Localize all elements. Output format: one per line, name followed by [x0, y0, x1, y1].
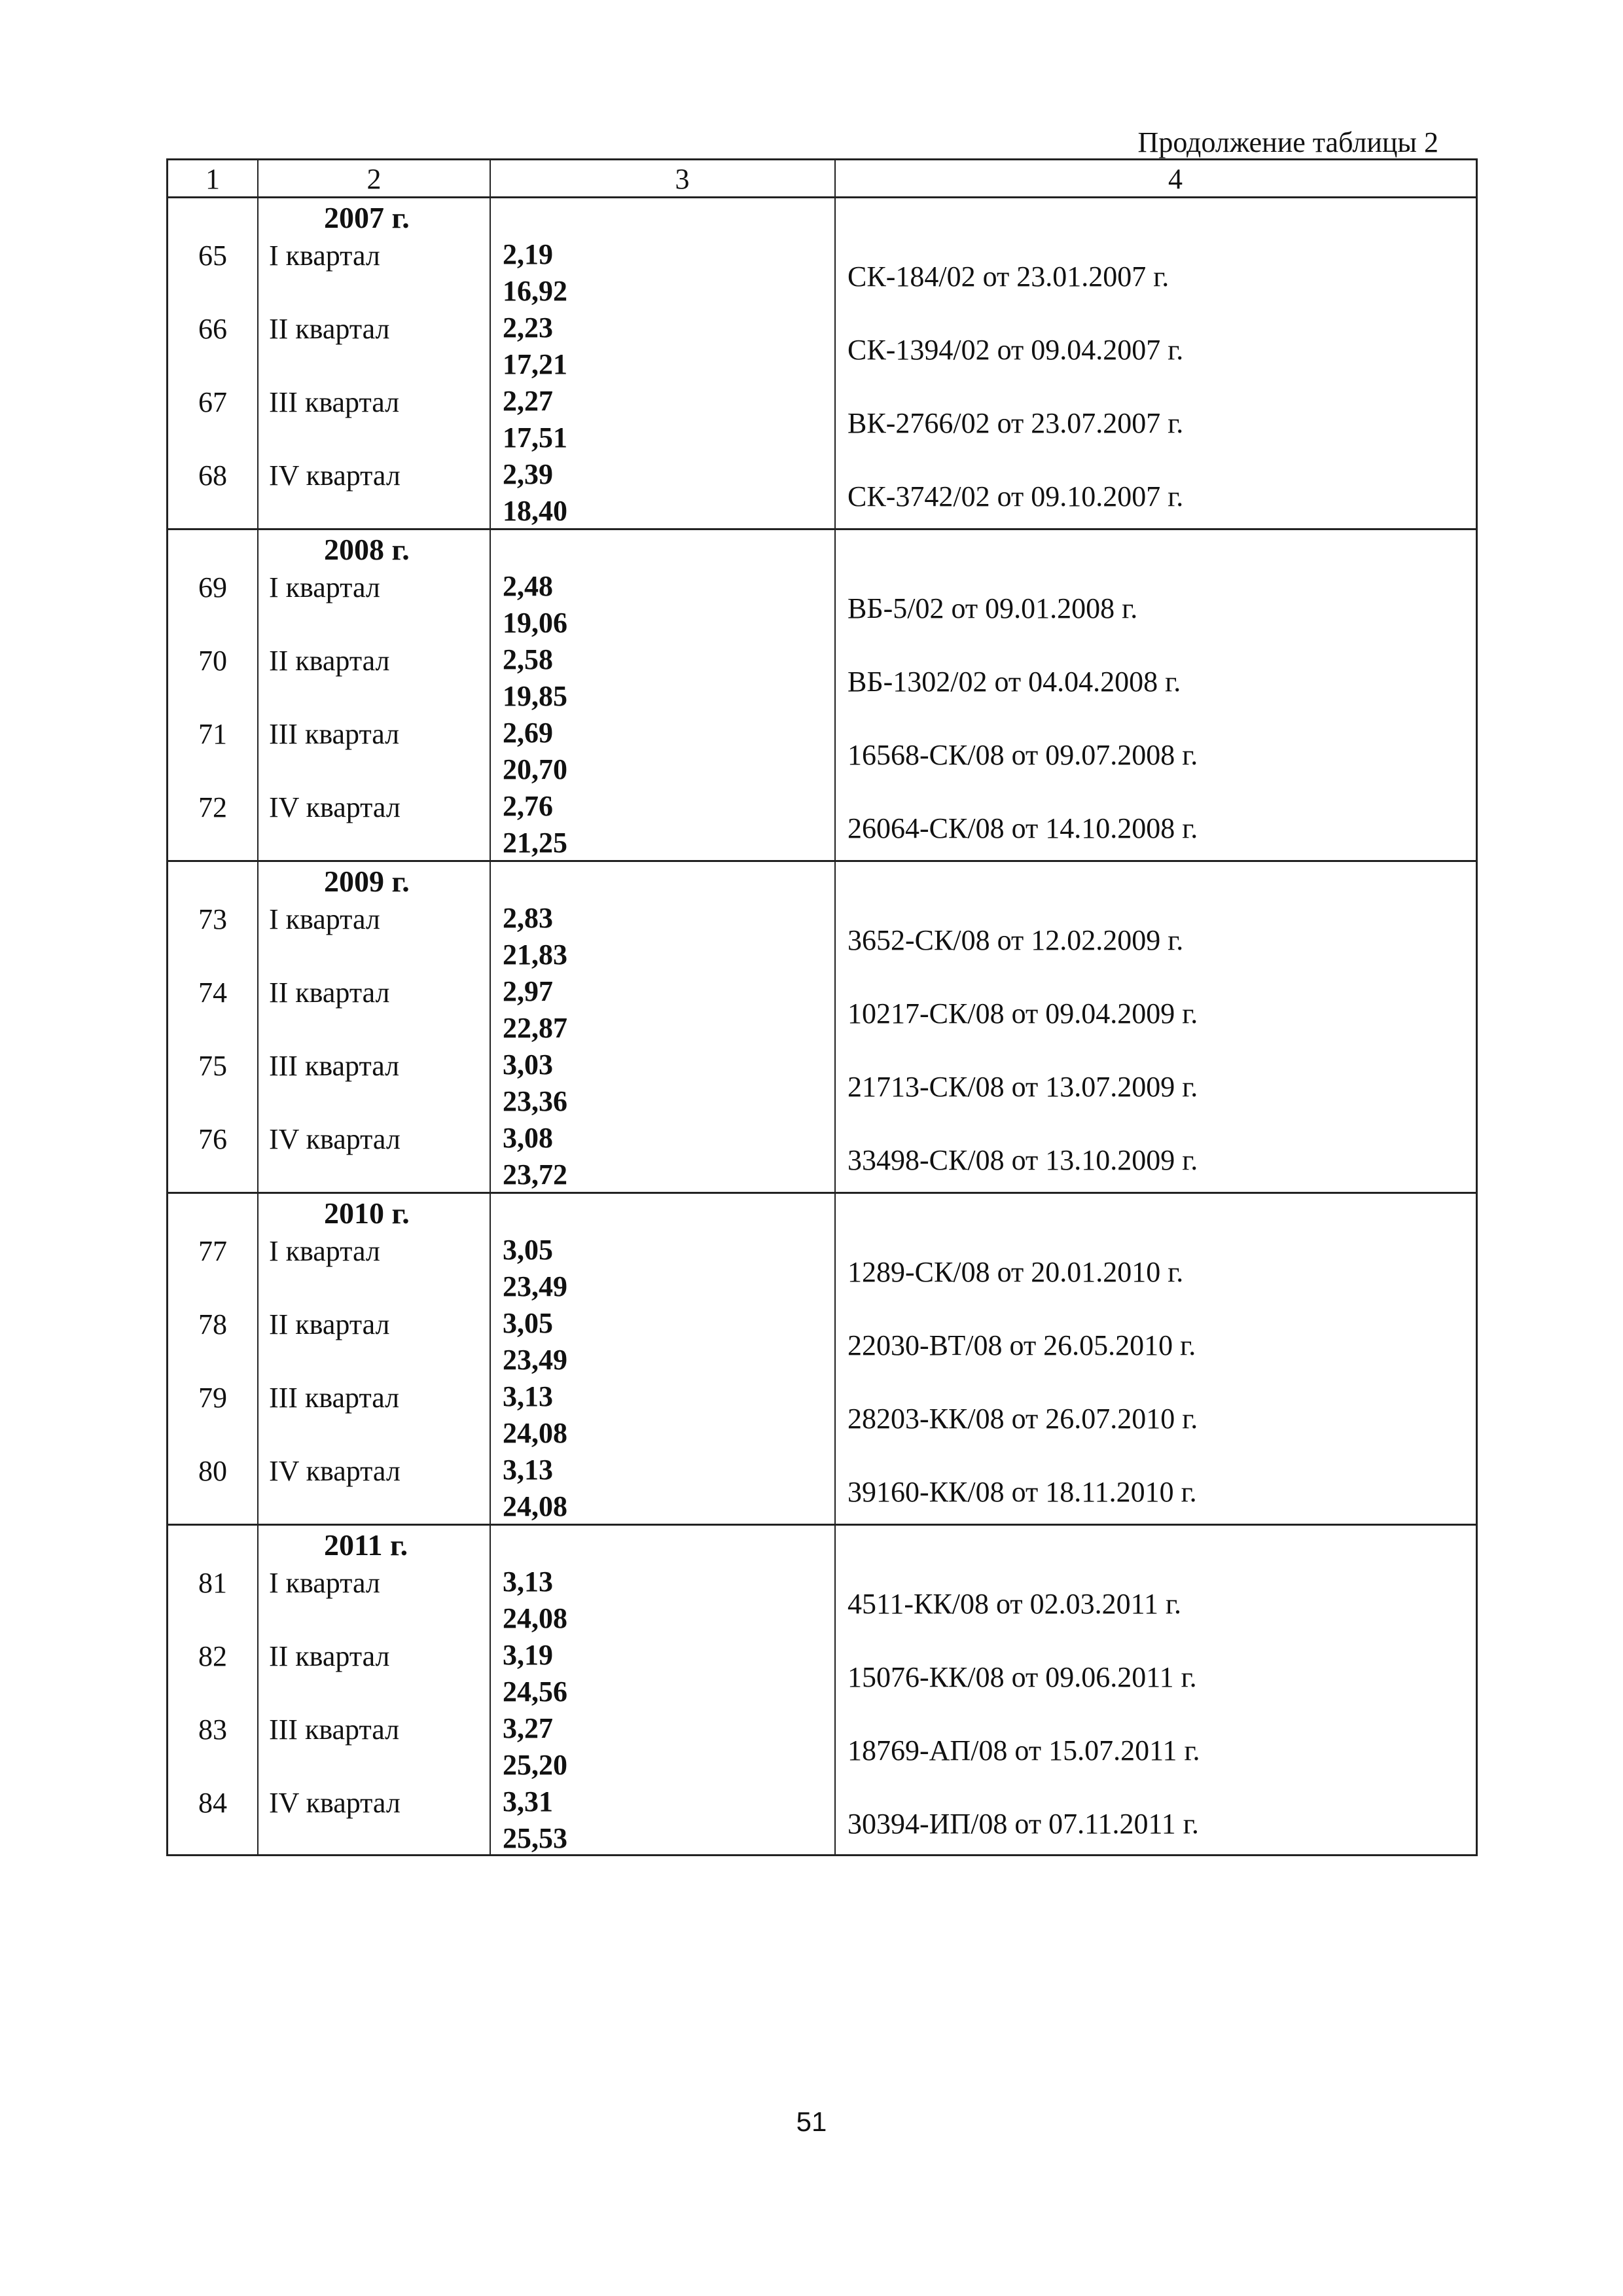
quarter-label: II квартал [269, 977, 390, 1009]
quarter-label: I квартал [269, 1567, 380, 1599]
quarter-cell [259, 788, 490, 861]
row-number-cell [168, 1378, 257, 1452]
quarter-cell [259, 973, 490, 1047]
value-secondary: 24,56 [503, 1676, 567, 1708]
year-row-spacer [836, 530, 1476, 568]
document-reference: 16568-СК/08 от 09.07.2008 г. [847, 739, 1198, 771]
year-label: 2008 г. [324, 533, 410, 566]
quarter-cell [259, 715, 490, 788]
document-cell [836, 973, 1476, 1047]
value-secondary: 19,06 [503, 607, 567, 639]
year-block-column-2 [259, 862, 491, 1192]
row-number: 70 [198, 645, 227, 677]
quarter-cell [259, 1637, 490, 1710]
quarter-label: IV квартал [269, 1123, 401, 1155]
row-number: 80 [198, 1455, 227, 1487]
column-header-4: 4 [1168, 163, 1183, 195]
year-row-spacer [836, 862, 1476, 900]
year-block-column-4 [836, 1526, 1476, 1854]
quarter-label: IV квартал [269, 1787, 401, 1819]
document-cell [836, 1637, 1476, 1710]
row-number-cell [168, 1452, 257, 1525]
value-secondary: 25,53 [503, 1822, 567, 1854]
value-cell [491, 310, 834, 383]
value-primary: 2,97 [503, 975, 553, 1007]
document-reference: 39160-КК/08 от 18.11.2010 г. [847, 1476, 1197, 1508]
row-number-cell [168, 310, 257, 383]
quarter-cell [259, 1564, 490, 1637]
year-block-column-1 [168, 862, 259, 1192]
quarter-cell [259, 568, 490, 641]
value-cell [491, 641, 834, 715]
value-secondary: 19,85 [503, 680, 567, 712]
value-primary: 2,58 [503, 643, 553, 675]
document-reference: 10217-СК/08 от 09.04.2009 г. [847, 997, 1198, 1030]
quarter-cell [259, 1710, 490, 1784]
year-block-column-1 [168, 1526, 259, 1854]
document-cell [836, 641, 1476, 715]
value-primary: 3,08 [503, 1122, 553, 1154]
row-number-cell [168, 715, 257, 788]
value-cell [491, 1564, 834, 1637]
document-reference: 22030-ВТ/08 от 26.05.2010 г. [847, 1329, 1196, 1361]
row-number: 67 [198, 386, 227, 418]
document-cell [836, 1120, 1476, 1193]
quarter-cell [259, 236, 490, 310]
document-cell [836, 383, 1476, 456]
page-number: 51 [796, 2106, 827, 2137]
quarter-cell [259, 456, 490, 529]
document-reference: ВК-2766/02 от 23.07.2007 г. [847, 407, 1184, 439]
document-cell [836, 1710, 1476, 1784]
year-block-column-2 [259, 198, 491, 528]
quarter-cell [259, 1452, 490, 1525]
row-number: 69 [198, 571, 227, 603]
value-primary: 2,48 [503, 570, 553, 602]
value-cell [491, 383, 834, 456]
row-number-cell [168, 641, 257, 715]
document-reference: 28203-КК/08 от 26.07.2010 г. [847, 1403, 1198, 1435]
value-secondary: 17,51 [503, 422, 567, 454]
document-cell [836, 568, 1476, 641]
year-block [168, 530, 1476, 862]
row-number: 76 [198, 1123, 227, 1155]
year-row-spacer [836, 1526, 1476, 1564]
document-reference: 21713-СК/08 от 13.07.2009 г. [847, 1071, 1198, 1103]
document-cell [836, 1784, 1476, 1857]
row-number-cell [168, 568, 257, 641]
row-number-cell [168, 1637, 257, 1710]
value-secondary: 24,08 [503, 1602, 567, 1634]
year-block-column-4 [836, 198, 1476, 528]
document-cell [836, 1047, 1476, 1120]
year-block-column-2 [259, 1194, 491, 1524]
year-block-column-3 [491, 530, 836, 860]
document-reference: 18769-АП/08 от 15.07.2011 г. [847, 1734, 1200, 1767]
value-secondary: 20,70 [503, 753, 567, 785]
row-number-cell [168, 1710, 257, 1784]
value-secondary: 18,40 [503, 495, 567, 527]
value-cell [491, 715, 834, 788]
row-number: 77 [198, 1235, 227, 1267]
value-primary: 2,76 [503, 790, 553, 822]
column-header-3: 3 [491, 160, 836, 196]
value-secondary: 24,08 [503, 1417, 567, 1449]
quarter-label: II квартал [269, 1308, 390, 1340]
document-cell [836, 1232, 1476, 1305]
document-reference: СК-3742/02 от 09.10.2007 г. [847, 480, 1184, 512]
value-secondary: 21,25 [503, 827, 567, 859]
row-number: 84 [198, 1787, 227, 1819]
quarter-cell [259, 310, 490, 383]
quarter-cell [259, 641, 490, 715]
quarter-label: I квартал [269, 1235, 380, 1267]
value-cell [491, 1047, 834, 1120]
row-number-cell [168, 1784, 257, 1857]
quarter-cell [259, 1784, 490, 1857]
value-primary: 3,19 [503, 1639, 553, 1671]
document-cell [836, 788, 1476, 861]
document-cell [836, 900, 1476, 973]
year-block-column-3 [491, 198, 836, 528]
document-reference: ВБ-1302/02 от 04.04.2008 г. [847, 666, 1181, 698]
column-header-1: 1 [168, 160, 259, 196]
document-reference: 1289-СК/08 от 20.01.2010 г. [847, 1256, 1184, 1288]
value-secondary: 24,08 [503, 1490, 567, 1522]
row-number: 72 [198, 791, 227, 823]
year-block-column-4 [836, 1194, 1476, 1524]
row-number-cell [168, 236, 257, 310]
row-number-cell [168, 900, 257, 973]
quarter-label: II квартал [269, 645, 390, 677]
quarter-label: III квартал [269, 1382, 400, 1414]
value-primary: 3,31 [503, 1785, 553, 1818]
value-secondary: 23,49 [503, 1270, 567, 1302]
value-primary: 2,27 [503, 385, 553, 417]
row-number: 73 [198, 903, 227, 935]
document-reference: 15076-КК/08 от 09.06.2011 г. [847, 1661, 1197, 1693]
document-reference: 4511-КК/08 от 02.03.2011 г. [847, 1588, 1182, 1620]
year-block [168, 862, 1476, 1194]
quarter-cell [259, 383, 490, 456]
row-number: 83 [198, 1713, 227, 1746]
quarter-label: III квартал [269, 1050, 400, 1082]
row-number-cell [168, 1232, 257, 1305]
value-cell [491, 900, 834, 973]
table-header-row [168, 160, 1476, 198]
value-cell [491, 1120, 834, 1193]
row-number-cell [168, 383, 257, 456]
document-cell [836, 1564, 1476, 1637]
value-cell [491, 788, 834, 861]
document-cell [836, 310, 1476, 383]
quarter-cell [259, 1047, 490, 1120]
quarter-label: I квартал [269, 903, 380, 935]
value-cell [491, 568, 834, 641]
year-row-spacer [491, 1194, 834, 1232]
document-reference: 33498-СК/08 от 13.10.2009 г. [847, 1144, 1198, 1176]
document-reference: СК-1394/02 от 09.04.2007 г. [847, 334, 1184, 366]
value-cell [491, 973, 834, 1047]
quarter-label: IV квартал [269, 791, 401, 823]
value-primary: 3,13 [503, 1454, 553, 1486]
year-row-spacer [168, 1526, 257, 1564]
quarter-label: I квартал [269, 571, 380, 603]
value-secondary: 21,83 [503, 939, 567, 971]
quarter-label: III квартал [269, 718, 400, 750]
value-secondary: 23,72 [503, 1158, 567, 1191]
row-number: 68 [198, 459, 227, 492]
quarter-cell [259, 1232, 490, 1305]
row-number: 79 [198, 1382, 227, 1414]
year-label: 2010 г. [324, 1196, 410, 1230]
value-primary: 2,19 [503, 238, 553, 270]
year-row-spacer [491, 862, 834, 900]
year-block-column-3 [491, 1194, 836, 1524]
quarter-label: III квартал [269, 1713, 400, 1746]
year-row-spacer [168, 530, 257, 568]
year-block-column-1 [168, 1194, 259, 1524]
quarter-cell [259, 1120, 490, 1193]
quarter-label: I квартал [269, 240, 380, 272]
row-number-cell [168, 456, 257, 529]
value-cell [491, 1378, 834, 1452]
value-cell [491, 1232, 834, 1305]
year-block [168, 1526, 1476, 1854]
row-number: 78 [198, 1308, 227, 1340]
year-row-spacer [491, 198, 834, 236]
document-cell [836, 1452, 1476, 1525]
value-cell [491, 1784, 834, 1857]
year-row-spacer [168, 862, 257, 900]
quarter-cell [259, 1378, 490, 1452]
value-cell [491, 1305, 834, 1378]
year-row-spacer [836, 1194, 1476, 1232]
quarter-cell [259, 1305, 490, 1378]
year-block [168, 198, 1476, 530]
value-secondary: 17,21 [503, 348, 567, 380]
row-number-cell [168, 1047, 257, 1120]
quarter-label: III квартал [269, 386, 400, 418]
value-cell [491, 1452, 834, 1525]
row-number-cell [168, 973, 257, 1047]
value-secondary: 23,49 [503, 1344, 567, 1376]
row-number-cell [168, 788, 257, 861]
year-row-spacer [168, 1194, 257, 1232]
row-number-cell [168, 1564, 257, 1637]
data-table [166, 158, 1478, 1856]
row-number: 75 [198, 1050, 227, 1082]
year-block-column-3 [491, 862, 836, 1192]
year-row-spacer [491, 530, 834, 568]
value-primary: 2,83 [503, 902, 553, 934]
column-header-2: 2 [259, 160, 491, 196]
document-reference: 30394-ИП/08 от 07.11.2011 г. [847, 1808, 1199, 1840]
year-block [168, 1194, 1476, 1526]
document-cell [836, 1305, 1476, 1378]
row-number: 81 [198, 1567, 227, 1599]
row-number-cell [168, 1120, 257, 1193]
document-reference: ВБ-5/02 от 09.01.2008 г. [847, 592, 1138, 624]
value-secondary: 25,20 [503, 1749, 567, 1781]
year-label: 2009 г. [324, 865, 410, 898]
value-cell [491, 236, 834, 310]
value-primary: 3,27 [503, 1712, 553, 1744]
quarter-label: IV квартал [269, 459, 401, 492]
value-primary: 2,69 [503, 717, 553, 749]
document-cell [836, 715, 1476, 788]
value-cell [491, 1710, 834, 1784]
document-reference: СК-184/02 от 23.01.2007 г. [847, 260, 1169, 293]
year-block-column-4 [836, 530, 1476, 860]
value-primary: 2,23 [503, 312, 553, 344]
document-reference: 3652-СК/08 от 12.02.2009 г. [847, 924, 1184, 956]
document-cell [836, 456, 1476, 529]
value-primary: 3,05 [503, 1234, 553, 1266]
year-row-spacer [168, 198, 257, 236]
quarter-label: II квартал [269, 1640, 390, 1672]
quarter-label: II квартал [269, 313, 390, 345]
quarter-label: IV квартал [269, 1455, 401, 1487]
value-secondary: 22,87 [503, 1012, 567, 1044]
row-number-cell [168, 1305, 257, 1378]
value-cell [491, 456, 834, 529]
value-cell [491, 1637, 834, 1710]
year-row-spacer [491, 1526, 834, 1564]
row-number: 71 [198, 718, 227, 750]
value-secondary: 23,36 [503, 1085, 567, 1117]
year-block-column-1 [168, 198, 259, 528]
quarter-cell [259, 900, 490, 973]
value-primary: 3,03 [503, 1049, 553, 1081]
row-number: 66 [198, 313, 227, 345]
year-block-column-2 [259, 1526, 491, 1854]
row-number: 65 [198, 240, 227, 272]
year-label: 2007 г. [324, 201, 410, 234]
document-cell [836, 1378, 1476, 1452]
year-block-column-2 [259, 530, 491, 860]
value-primary: 3,13 [503, 1566, 553, 1598]
table-body [168, 198, 1476, 1854]
year-label: 2011 г. [324, 1528, 408, 1562]
value-primary: 3,05 [503, 1307, 553, 1339]
value-primary: 2,39 [503, 458, 553, 490]
document-cell [836, 236, 1476, 310]
value-primary: 3,13 [503, 1380, 553, 1412]
year-block-column-3 [491, 1526, 836, 1854]
table-caption: Продолжение таблицы 2 [1137, 126, 1438, 158]
year-row-spacer [836, 198, 1476, 236]
year-block-column-1 [168, 530, 259, 860]
row-number: 74 [198, 977, 227, 1009]
document-reference: 26064-СК/08 от 14.10.2008 г. [847, 812, 1198, 844]
row-number: 82 [198, 1640, 227, 1672]
value-secondary: 16,92 [503, 275, 567, 307]
year-block-column-4 [836, 862, 1476, 1192]
